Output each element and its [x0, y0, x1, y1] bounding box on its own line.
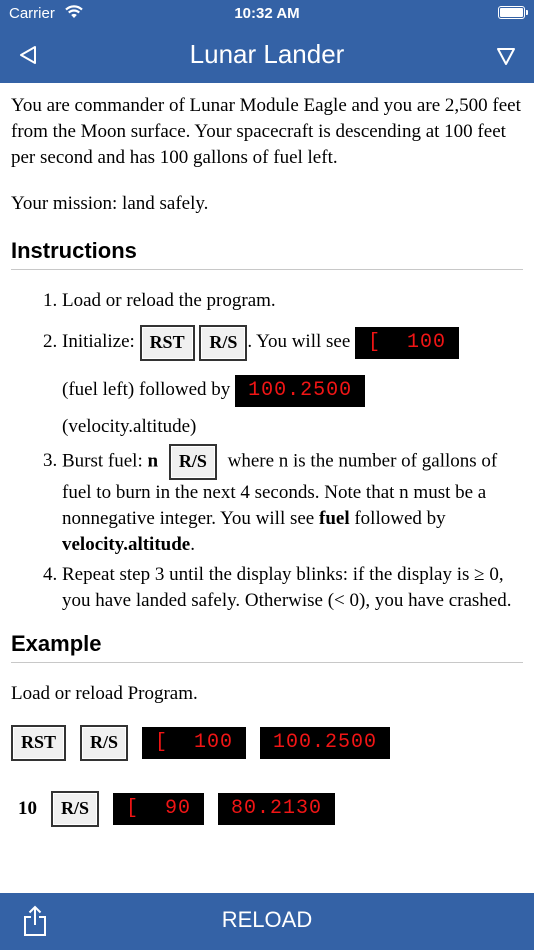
- reload-button[interactable]: RELOAD: [221, 907, 313, 932]
- bottom-toolbar: [0, 893, 534, 950]
- example-heading: Example: [11, 630, 523, 663]
- example-row-init: [11, 725, 523, 761]
- step-1: 1. Load or reload the program.: [62, 288, 523, 314]
- mission-paragraph: Your mission: land safely.: [11, 193, 209, 214]
- instructions-list: [11, 288, 523, 614]
- example-row-burst: [11, 791, 523, 827]
- status-bar: [0, 0, 534, 26]
- step-3: 3. Burst fuel: n R/S where n is the number of gallons of fuel to burn in the next 4 seconds. Note that n must be a nonnegative integer. You will see fuel followed by velocity.altitude.: [62, 444, 523, 558]
- clock: 10:32 AM: [234, 5, 300, 22]
- rs-key: R/S: [169, 444, 217, 480]
- rst-key: RST: [11, 725, 66, 761]
- velocity-altitude-display: 80.2130: [218, 793, 335, 825]
- battery-icon: [498, 6, 525, 19]
- nav-bar: [0, 26, 534, 83]
- instructions-heading: Instructions: [11, 237, 523, 270]
- step-4: 4. Repeat step 3 until the display blinks: if the display is ≥ 0, you have landed safely. Otherwise (< 0), you have crashed.: [62, 562, 523, 614]
- velocity-altitude-display: 100.2500: [235, 375, 365, 407]
- example-text: Load or reload Program.: [11, 683, 198, 704]
- page-title: Lunar Lander: [189, 39, 345, 69]
- help-content[interactable]: [0, 83, 534, 893]
- carrier-label: Carrier: [9, 5, 55, 22]
- velocity-altitude-display: 100.2500: [260, 727, 390, 759]
- step-2: 2. Initialize: RST R/S . You will see [ 100 (fuel left) followed by 100.2500 (velocity.altitude): [62, 318, 523, 440]
- fuel-display: [ 100: [142, 727, 246, 759]
- rs-key: R/S: [199, 325, 247, 361]
- rst-key: RST: [140, 325, 195, 361]
- rs-key: R/S: [80, 725, 128, 761]
- burn-amount: 10: [18, 798, 37, 819]
- step-2-note: (velocity.altitude): [62, 416, 197, 437]
- fuel-display: [ 90: [113, 793, 204, 825]
- rs-key: R/S: [51, 791, 99, 827]
- fuel-display: [ 100: [355, 327, 459, 359]
- intro-paragraph: You are commander of Lunar Module Eagle and you are 2,500 feet from the Moon surface. Your spacecraft is descending at 100 feet per second and has 100 gallons of fuel left.: [11, 95, 521, 168]
- menu-triangle-icon[interactable]: [495, 45, 517, 67]
